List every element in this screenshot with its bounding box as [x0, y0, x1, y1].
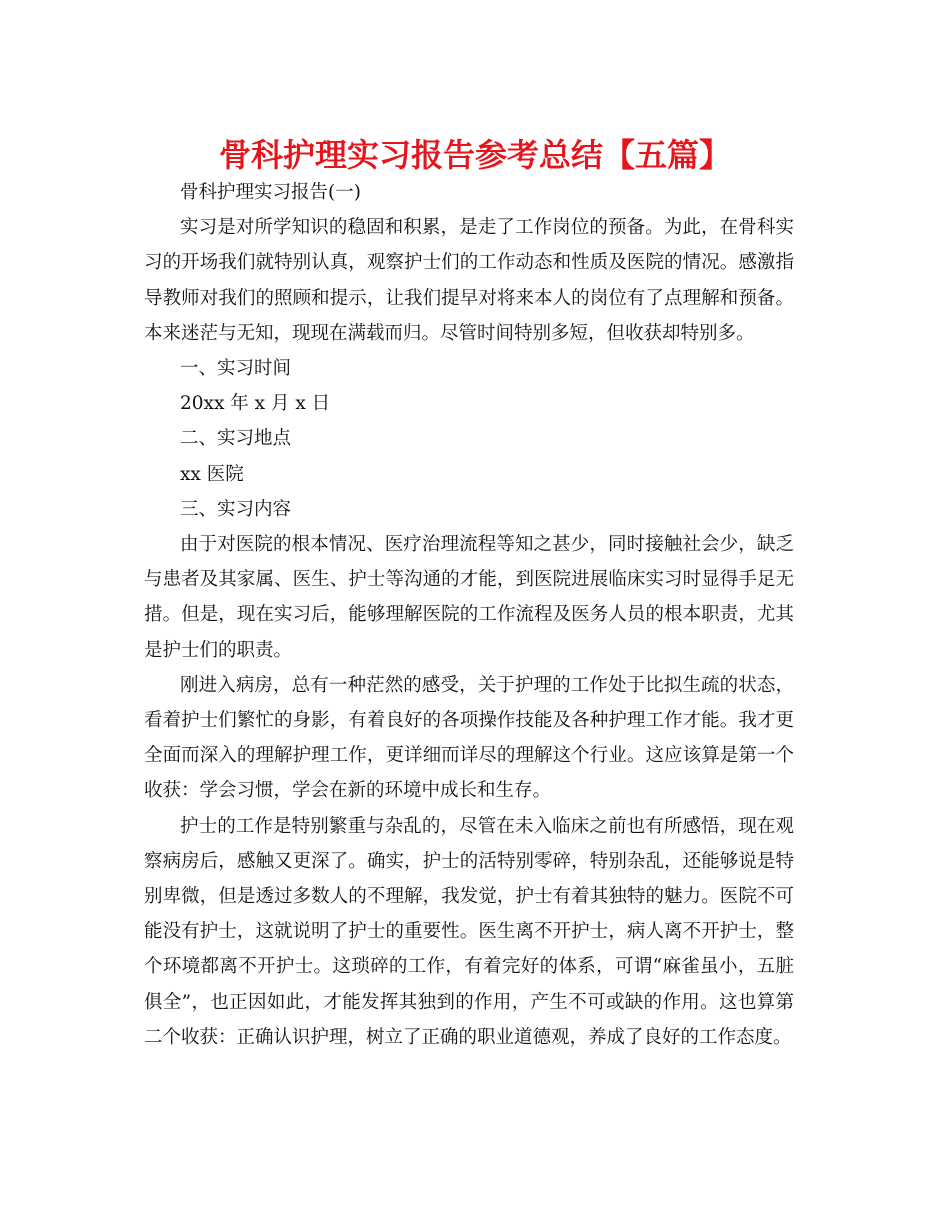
document-body	[144, 175, 794, 1055]
paragraph-content-1: 由于对医院的根本情况、医疗治理流程等知之甚少，同时接触社会少，缺乏与患者及其家属、医生、护士等沟通的才能，到医院进展临床实习时显得手足无措。但是，现在实习后，能够理解医院的工作流程及医务人员的根本职责，尤其是护士们的职责。	[144, 534, 794, 661]
document-title: 骨科护理实习报告参考总结【五篇】	[218, 136, 731, 174]
internship-location: xx 医院	[180, 463, 244, 485]
internship-date: 20xx 年 x 月 x 日	[180, 393, 331, 415]
section-heading-location: 二、实习地点	[180, 428, 292, 450]
section-heading-report-one: 骨科护理实习报告(一)	[180, 182, 361, 203]
section-heading-content: 三、实习内容	[180, 498, 292, 520]
section-heading-time: 一、实习时间	[180, 358, 292, 380]
paragraph-content-3: 护士的工作是特别繁重与杂乱的，尽管在未入临床之前也有所感悟，现在观察病房后，感触又更深了。确实，护士的活特别零碎，特别杂乱，还能够说是特别卑微，但是透过多数人的不理解，我发觉，护士有着其独特的魅力。医院不可能没有护士，这就说明了护士的重要性。医生离不开护士，病人离不开护士，整个环境都离不开护士。这琐碎的工作，有着完好的体系，可谓“麻雀虽小，五脏俱全”，也正因如此，才能发挥其独到的作用，产生不可或缺的作用。这也算第二个收获：正确认识护理，树立了正确的职业道德观，养成了良好的工作态度。	[144, 815, 794, 1048]
paragraph-intro: 实习是对所学知识的稳固和积累，是走了工作岗位的预备。为此，在骨科实习的开场我们就特别认真，观察护士们的工作动态和性质及医院的情况。感激指导教师对我们的照顾和提示，让我们提早对将来本人的岗位有了点理解和预备。本来迷茫与无知，现现在满载而归。尽管时间特别多短，但收获却特别多。	[144, 217, 794, 344]
paragraph-content-2: 刚进入病房，总有一种茫然的感受，关于护理的工作处于比拟生疏的状态，看着护士们繁忙的身影，有着良好的各项操作技能及各种护理工作才能。我才更全面而深入的理解护理工作，更详细而详尽的理解这个行业。这应该算是第一个收获：学会习惯，学会在新的环境中成长和生存。	[144, 674, 794, 802]
